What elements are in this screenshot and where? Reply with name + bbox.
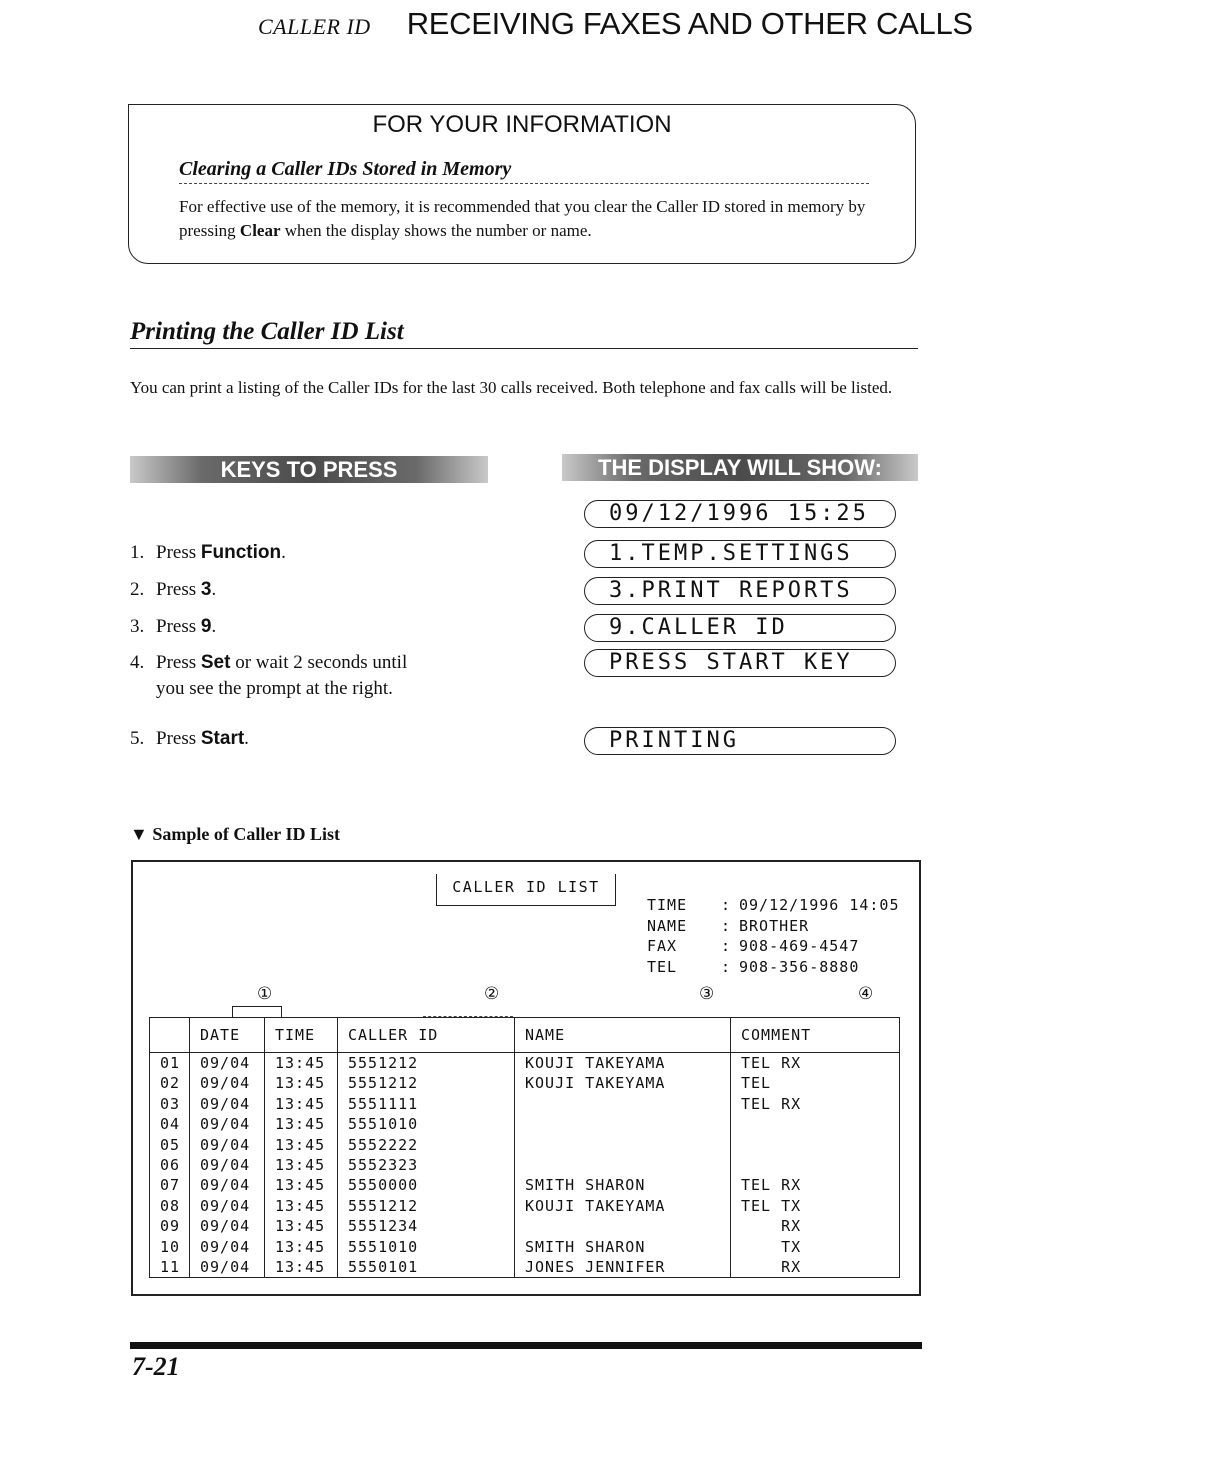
step-number: 2. (130, 579, 145, 600)
col-header-date: DATE (190, 1018, 265, 1053)
marker-4: ④ (858, 984, 874, 1004)
cell-comment (731, 1135, 900, 1155)
cell-index: 04 (160, 1115, 181, 1134)
step-text: . (211, 616, 217, 637)
step-text: Press (156, 542, 201, 563)
info-value: BROTHER (739, 916, 810, 935)
section-label: CALLER ID (258, 14, 371, 39)
step-text: . (281, 542, 286, 563)
section-title: Printing the Caller ID List (130, 318, 918, 349)
step-key: 3 (200, 579, 212, 600)
cell-name: KOUJI TAKEYAMA (515, 1053, 731, 1074)
step-key: Function (200, 542, 282, 563)
info-body-text-1: For effective use of the memory, it is recommended that you clear the Caller ID stored in memory by pressing (179, 197, 866, 240)
cell-index: 05 (160, 1135, 181, 1154)
step-text: Press (156, 728, 201, 749)
table-row (150, 1216, 900, 1236)
caller-id-list-sample (131, 860, 921, 1296)
cell-comment: TEL TX (731, 1196, 900, 1216)
table-row (150, 1237, 900, 1257)
cell-caller-id: 5552222 (338, 1135, 515, 1155)
cell-date: 09/04 (190, 1053, 265, 1074)
table-row (150, 1257, 900, 1278)
cell-time: 13:45 (265, 1175, 338, 1195)
col-header-caller-id: CALLER ID (338, 1018, 515, 1053)
cell-date: 09/04 (190, 1196, 265, 1216)
info-row-fax: FAX : 908-469-4547 (647, 937, 860, 955)
cell-name: KOUJI TAKEYAMA (515, 1073, 731, 1093)
cell-date: 09/04 (190, 1175, 265, 1195)
cell-name: SMITH SHARON (515, 1175, 731, 1195)
lcd-display-printing: PRINTING (584, 727, 896, 755)
info-box-body (179, 195, 879, 243)
step-key: 9 (200, 616, 212, 637)
cell-index: 06 (160, 1156, 181, 1175)
display-will-show-bar: THE DISPLAY WILL SHOW: (562, 454, 918, 481)
cell-name: SMITH SHARON (515, 1237, 731, 1257)
cell-date: 09/04 (190, 1073, 265, 1093)
cell-date: 09/04 (190, 1216, 265, 1236)
cell-comment: RX (731, 1216, 900, 1236)
list-title: CALLER ID LIST (436, 874, 616, 906)
cell-name (515, 1094, 731, 1114)
step-4 (130, 650, 520, 702)
cell-comment: TX (731, 1237, 900, 1257)
step-1 (130, 540, 520, 566)
info-row-tel: TEL : 908-356-8880 (647, 957, 860, 976)
info-row-time: TIME : 09/12/1996 14:05 (647, 896, 900, 914)
cell-time: 13:45 (265, 1073, 338, 1093)
info-box-subtitle: Clearing a Caller IDs Stored in Memory (179, 158, 869, 184)
table-row (150, 1114, 900, 1134)
step-text: Press (156, 652, 201, 673)
marker-3: ③ (699, 984, 715, 1004)
col-header-time: TIME (265, 1018, 338, 1053)
cell-name (515, 1135, 731, 1155)
cell-caller-id: 5551010 (338, 1114, 515, 1134)
keys-to-press-bar: KEYS TO PRESS (130, 456, 488, 483)
info-body-text-2: when the display shows the number or name. (280, 221, 592, 240)
cell-caller-id: 5551212 (338, 1053, 515, 1074)
col-header-name: NAME (515, 1018, 731, 1053)
cell-name: JONES JENNIFER (515, 1257, 731, 1278)
cell-time: 13:45 (265, 1196, 338, 1216)
table-row (150, 1135, 900, 1155)
step-key: Set (200, 652, 231, 673)
cell-caller-id: 5550101 (338, 1257, 515, 1278)
table-row (150, 1094, 900, 1114)
lcd-display-print-reports: 3.PRINT REPORTS (584, 577, 896, 605)
step-text-continued: you see the prompt at the right. (156, 678, 393, 699)
cell-caller-id: 5551212 (338, 1073, 515, 1093)
info-label: TIME (647, 896, 688, 914)
cell-comment: TEL RX (731, 1094, 900, 1114)
cell-name (515, 1155, 731, 1175)
lcd-display-temp-settings: 1.TEMP.SETTINGS (584, 540, 896, 568)
cell-date: 09/04 (190, 1155, 265, 1175)
step-number: 3. (130, 616, 145, 637)
cell-name (515, 1114, 731, 1134)
cell-time: 13:45 (265, 1257, 338, 1278)
page-number: 7-21 (132, 1352, 180, 1381)
cell-date: 09/04 (190, 1257, 265, 1278)
cell-date: 09/04 (190, 1094, 265, 1114)
step-text: . (211, 579, 217, 600)
cell-index: 09 (160, 1217, 181, 1236)
marker-2: ② (484, 984, 500, 1004)
cell-comment: TEL RX (731, 1053, 900, 1074)
cell-caller-id: 5550000 (338, 1175, 515, 1195)
cell-comment (731, 1114, 900, 1134)
cell-index: 03 (160, 1094, 181, 1113)
step-number: 5. (130, 728, 145, 749)
cell-index: 10 (160, 1237, 181, 1256)
caller-id-table-body (150, 1053, 900, 1278)
cell-date: 09/04 (190, 1237, 265, 1257)
cell-index: 08 (160, 1196, 181, 1215)
cell-name: KOUJI TAKEYAMA (515, 1196, 731, 1216)
table-row (150, 1073, 900, 1093)
step-text: Press (156, 616, 201, 637)
step-3 (130, 614, 520, 640)
table-header-row (150, 1018, 900, 1053)
cell-comment: RX (731, 1257, 900, 1278)
table-row (150, 1196, 900, 1216)
cell-time: 13:45 (265, 1216, 338, 1236)
table-row (150, 1155, 900, 1175)
step-text: or wait 2 seconds until (230, 652, 408, 673)
info-label: TEL (647, 957, 678, 976)
lcd-display-datetime: 09/12/1996 15:25 (584, 500, 896, 528)
cell-caller-id: 5551111 (338, 1094, 515, 1114)
sample-caption: ▼ Sample of Caller ID List (130, 824, 340, 844)
marker-1: ① (257, 984, 273, 1004)
step-number: 4. (130, 652, 145, 673)
info-box (128, 104, 916, 264)
cell-index: 02 (160, 1074, 181, 1093)
caller-id-table (149, 1017, 900, 1278)
lcd-display-press-start: PRESS START KEY (584, 649, 896, 677)
cell-caller-id: 5551212 (338, 1196, 515, 1216)
col-header-index (150, 1018, 190, 1053)
section-intro: You can print a listing of the Caller IDs for the last 30 calls received. Both telephone and fax calls will be listed. (130, 378, 893, 397)
list-header-info (647, 896, 917, 978)
step-key: Start (200, 728, 245, 749)
page-header (258, 6, 1018, 42)
cell-time: 13:45 (265, 1237, 338, 1257)
info-box-title: FOR YOUR INFORMATION (372, 111, 672, 138)
cell-date: 09/04 (190, 1135, 265, 1155)
step-5 (130, 726, 520, 752)
cell-time: 13:45 (265, 1135, 338, 1155)
info-value: 09/12/1996 14:05 (739, 896, 900, 914)
step-text: . (244, 728, 249, 749)
lcd-display-caller-id: 9.CALLER ID (584, 614, 896, 642)
cell-comment: TEL RX (731, 1175, 900, 1195)
info-row-name: NAME : BROTHER (647, 916, 810, 935)
cell-comment (731, 1155, 900, 1175)
cell-caller-id: 5551010 (338, 1237, 515, 1257)
cell-comment: TEL (731, 1073, 900, 1093)
col-header-comment: COMMENT (731, 1018, 900, 1053)
cell-index: 11 (150, 1257, 190, 1278)
cell-time: 13:45 (265, 1155, 338, 1175)
cell-caller-id: 5552323 (338, 1155, 515, 1175)
info-label: NAME (647, 916, 688, 935)
cell-time: 13:45 (265, 1053, 338, 1074)
cell-name (515, 1216, 731, 1236)
cell-time: 13:45 (265, 1094, 338, 1114)
footer-rule (130, 1342, 922, 1349)
info-value: 908-356-8880 (739, 957, 860, 976)
table-row (150, 1175, 900, 1195)
step-number: 1. (130, 542, 145, 563)
cell-index: 01 (160, 1054, 181, 1072)
table-row (150, 1053, 900, 1074)
info-label: FAX (647, 937, 678, 955)
cell-date: 09/04 (190, 1114, 265, 1134)
cell-time: 13:45 (265, 1114, 338, 1134)
page-title: RECEIVING FAXES AND OTHER CALLS (406, 6, 973, 41)
cell-index: 07 (160, 1176, 181, 1195)
marker-bracket (232, 1006, 282, 1017)
info-value: 908-469-4547 (739, 937, 860, 955)
info-body-key: Clear (239, 221, 281, 240)
step-text: Press (156, 579, 201, 600)
step-2 (130, 577, 520, 603)
cell-caller-id: 5551234 (338, 1216, 515, 1236)
